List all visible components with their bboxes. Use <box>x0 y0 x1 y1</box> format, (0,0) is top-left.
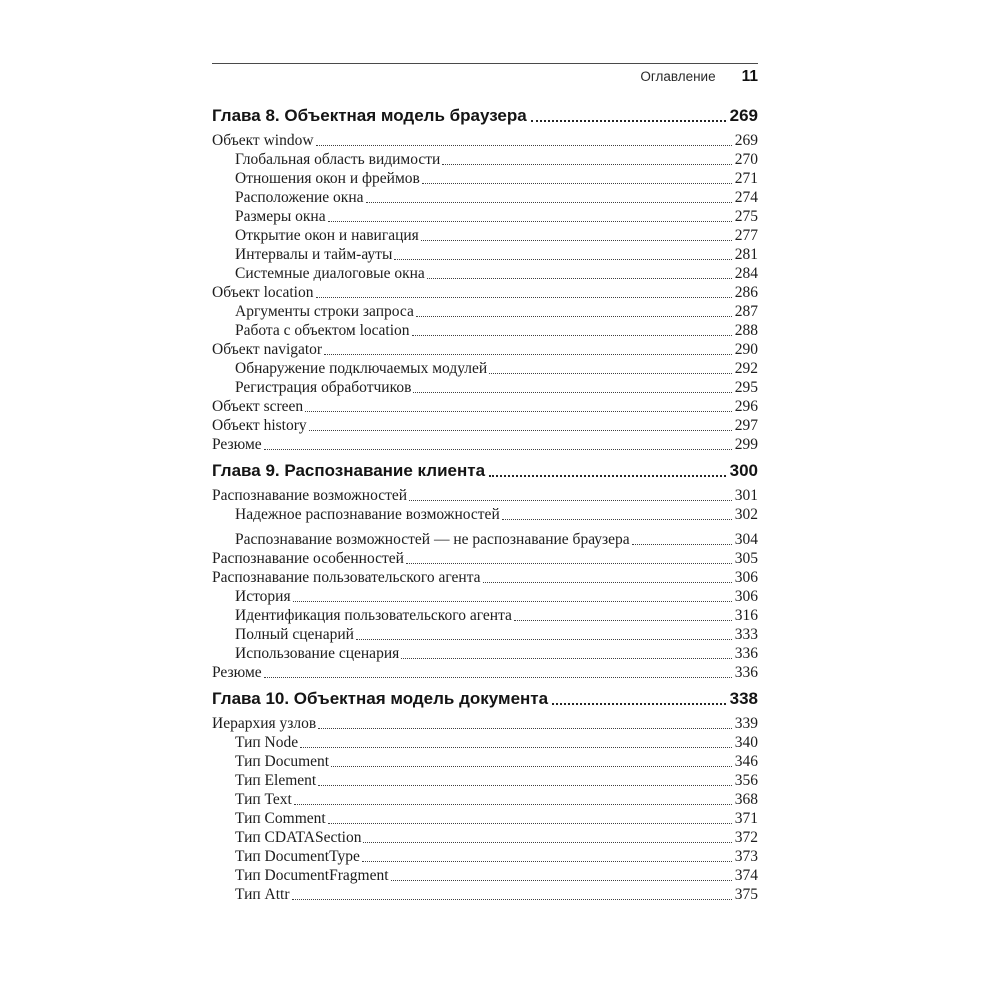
toc-entry-title: Распознавание особенностей <box>212 550 404 567</box>
toc-section <box>212 105 758 454</box>
dot-leader <box>309 430 732 431</box>
toc-entry <box>212 188 758 207</box>
toc-entry <box>212 505 758 524</box>
toc-entry <box>212 771 758 790</box>
toc-entry-title: Надежное распознавание возможностей <box>235 506 500 523</box>
toc-entry <box>212 226 758 245</box>
toc-entry <box>212 530 758 549</box>
toc-entry-page-number: 316 <box>734 607 758 624</box>
toc-section <box>212 688 758 904</box>
toc-entry-title: Объект screen <box>212 398 304 415</box>
table-of-contents <box>212 105 758 904</box>
toc-entry-title: Распознавание возможностей — не распознавание браузера <box>235 531 630 548</box>
toc-entry-title: Тип Comment <box>235 810 326 827</box>
toc-entry-page-number: 373 <box>734 848 758 865</box>
toc-entry-title: Регистрация обработчиков <box>235 379 412 396</box>
toc-entry-title: Интервалы и тайм-ауты <box>235 246 393 263</box>
dot-leader <box>391 880 732 881</box>
toc-entry-title: Тип DocumentType <box>235 848 360 865</box>
toc-entry-title: Системные диалоговые окна <box>235 265 425 282</box>
toc-entry <box>212 790 758 809</box>
dot-leader <box>489 475 726 477</box>
toc-chapter-heading <box>212 105 758 126</box>
toc-entry-page-number: 292 <box>734 360 758 377</box>
toc-chapter-heading <box>212 688 758 709</box>
toc-entry <box>212 486 758 505</box>
toc-entry <box>212 866 758 885</box>
toc-entry <box>212 587 758 606</box>
chapter-title: Глава 8. Объектная модель браузера <box>212 106 527 125</box>
dot-leader <box>394 259 731 260</box>
toc-entry <box>212 568 758 587</box>
toc-entry-page-number: 302 <box>734 506 758 523</box>
dot-leader <box>412 335 732 336</box>
toc-entry <box>212 283 758 302</box>
toc-entry <box>212 625 758 644</box>
toc-entry-title: Идентификация пользовательского агента <box>235 607 512 624</box>
toc-entry-title: Тип Attr <box>235 886 290 903</box>
toc-entry <box>212 321 758 340</box>
toc-entry-title: Тип CDATASection <box>235 829 362 846</box>
toc-entry-title: Размеры окна <box>235 208 326 225</box>
toc-entry-page-number: 336 <box>734 664 758 681</box>
toc-entry-page-number: 356 <box>734 772 758 789</box>
dot-leader <box>328 823 732 824</box>
dot-leader <box>422 183 732 184</box>
toc-entry-page-number: 372 <box>734 829 758 846</box>
page-header-title: Оглавление <box>640 69 716 84</box>
dot-leader <box>316 145 732 146</box>
toc-entry-title: Работа с объектом location <box>235 322 410 339</box>
toc-entry-page-number: 290 <box>734 341 758 358</box>
dot-leader <box>356 639 732 640</box>
dot-leader <box>363 842 731 843</box>
dot-leader <box>401 658 732 659</box>
toc-entry-page-number: 281 <box>734 246 758 263</box>
running-head <box>212 64 758 85</box>
toc-entry-title: Тип Element <box>235 772 317 789</box>
toc-entry <box>212 606 758 625</box>
dot-leader <box>318 785 732 786</box>
toc-entry-title: Отношения окон и фреймов <box>235 170 420 187</box>
toc-entry <box>212 150 758 169</box>
toc-entry-title: Объект navigator <box>212 341 323 358</box>
dot-leader <box>316 297 732 298</box>
dot-leader <box>502 519 732 520</box>
dot-leader <box>483 582 732 583</box>
chapter-page-number: 269 <box>729 106 758 125</box>
toc-entry-title: Распознавание возможностей <box>212 487 408 504</box>
toc-entry-page-number: 287 <box>734 303 758 320</box>
toc-entry-page-number: 286 <box>734 284 758 301</box>
toc-entry <box>212 733 758 752</box>
toc-entry-title: Тип Text <box>235 791 292 808</box>
dot-leader <box>531 120 726 122</box>
dot-leader <box>632 544 732 545</box>
toc-entry-page-number: 306 <box>734 569 758 586</box>
toc-entry-page-number: 375 <box>734 886 758 903</box>
chapter-title: Глава 9. Распознавание клиента <box>212 461 486 480</box>
toc-entry-title: Аргументы строки запроса <box>235 303 414 320</box>
toc-entry-title: Обнаружение подключаемых модулей <box>235 360 488 377</box>
dot-leader <box>328 221 732 222</box>
dot-leader <box>409 500 732 501</box>
dot-leader <box>552 703 726 705</box>
toc-entry-title: Объект history <box>212 417 307 434</box>
dot-leader <box>406 563 732 564</box>
toc-entry <box>212 644 758 663</box>
toc-entry <box>212 340 758 359</box>
toc-entry-page-number: 346 <box>734 753 758 770</box>
chapter-entries <box>212 131 758 454</box>
toc-entry <box>212 549 758 568</box>
toc-entry-page-number: 368 <box>734 791 758 808</box>
toc-entry-page-number: 339 <box>734 715 758 732</box>
dot-leader <box>416 316 732 317</box>
dot-leader <box>421 240 732 241</box>
dot-leader <box>264 449 732 450</box>
toc-entry-page-number: 269 <box>734 132 758 149</box>
toc-entry-page-number: 297 <box>734 417 758 434</box>
toc-entry-page-number: 336 <box>734 645 758 662</box>
toc-entry <box>212 397 758 416</box>
dot-leader <box>489 373 732 374</box>
toc-entry <box>212 264 758 283</box>
toc-entry <box>212 169 758 188</box>
dot-leader <box>318 728 732 729</box>
dot-leader <box>362 861 732 862</box>
toc-entry-title: Тип Node <box>235 734 299 751</box>
dot-leader <box>264 677 732 678</box>
chapter-page-number: 300 <box>729 461 758 480</box>
toc-entry-title: История <box>235 588 291 605</box>
toc-entry-title: Расположение окна <box>235 189 364 206</box>
toc-entry-page-number: 374 <box>734 867 758 884</box>
toc-entry <box>212 663 758 682</box>
dot-leader <box>292 899 732 900</box>
toc-entry <box>212 885 758 904</box>
toc-entry <box>212 752 758 771</box>
toc-entry-page-number: 270 <box>734 151 758 168</box>
toc-entry <box>212 359 758 378</box>
toc-entry-page-number: 295 <box>734 379 758 396</box>
chapter-title: Глава 10. Объектная модель документа <box>212 689 549 708</box>
toc-entry-page-number: 288 <box>734 322 758 339</box>
dot-leader <box>366 202 732 203</box>
toc-section <box>212 460 758 682</box>
dot-leader <box>413 392 731 393</box>
toc-entry-page-number: 274 <box>734 189 758 206</box>
dot-leader <box>305 411 732 412</box>
toc-entry <box>212 378 758 397</box>
dot-leader <box>442 164 731 165</box>
toc-entry-page-number: 299 <box>734 436 758 453</box>
toc-entry-page-number: 306 <box>734 588 758 605</box>
toc-entry-title: Открытие окон и навигация <box>235 227 419 244</box>
dot-leader <box>514 620 732 621</box>
toc-entry-title: Распознавание пользовательского агента <box>212 569 481 586</box>
toc-entry-title: Объект window <box>212 132 314 149</box>
toc-entry-title: Полный сценарий <box>235 626 354 643</box>
dot-leader <box>300 747 732 748</box>
toc-entry-title: Резюме <box>212 436 262 453</box>
toc-entry-page-number: 271 <box>734 170 758 187</box>
toc-entry-title: Резюме <box>212 664 262 681</box>
dot-leader <box>331 766 732 767</box>
toc-entry-title: Объект location <box>212 284 314 301</box>
toc-entry-page-number: 301 <box>734 487 758 504</box>
dot-leader <box>293 601 732 602</box>
toc-entry-title: Глобальная область видимости <box>235 151 441 168</box>
toc-entry-page-number: 340 <box>734 734 758 751</box>
toc-entry <box>212 828 758 847</box>
toc-entry <box>212 131 758 150</box>
toc-entry <box>212 809 758 828</box>
dot-leader <box>427 278 732 279</box>
toc-entry-title: Тип Document <box>235 753 330 770</box>
toc-entry-page-number: 296 <box>734 398 758 415</box>
toc-entry <box>212 847 758 866</box>
toc-chapter-heading <box>212 460 758 481</box>
dot-leader <box>324 354 732 355</box>
chapter-page-number: 338 <box>729 689 758 708</box>
toc-entry-page-number: 277 <box>734 227 758 244</box>
toc-entry-page-number: 304 <box>734 531 758 548</box>
toc-entry <box>212 435 758 454</box>
toc-entry-page-number: 305 <box>734 550 758 567</box>
chapter-entries <box>212 486 758 682</box>
toc-entry-page-number: 371 <box>734 810 758 827</box>
toc-entry-page-number: 333 <box>734 626 758 643</box>
dot-leader <box>294 804 732 805</box>
page-content <box>212 63 758 904</box>
toc-entry <box>212 416 758 435</box>
toc-entry-title: Тип DocumentFragment <box>235 867 389 884</box>
page-header-number: 11 <box>741 68 758 85</box>
toc-entry-title: Иерархия узлов <box>212 715 317 732</box>
chapter-entries <box>212 714 758 904</box>
toc-entry <box>212 207 758 226</box>
toc-entry <box>212 302 758 321</box>
toc-entry <box>212 245 758 264</box>
toc-entry-title: Использование сценария <box>235 645 400 662</box>
toc-entry <box>212 714 758 733</box>
toc-entry-page-number: 284 <box>734 265 758 282</box>
toc-entry-page-number: 275 <box>734 208 758 225</box>
